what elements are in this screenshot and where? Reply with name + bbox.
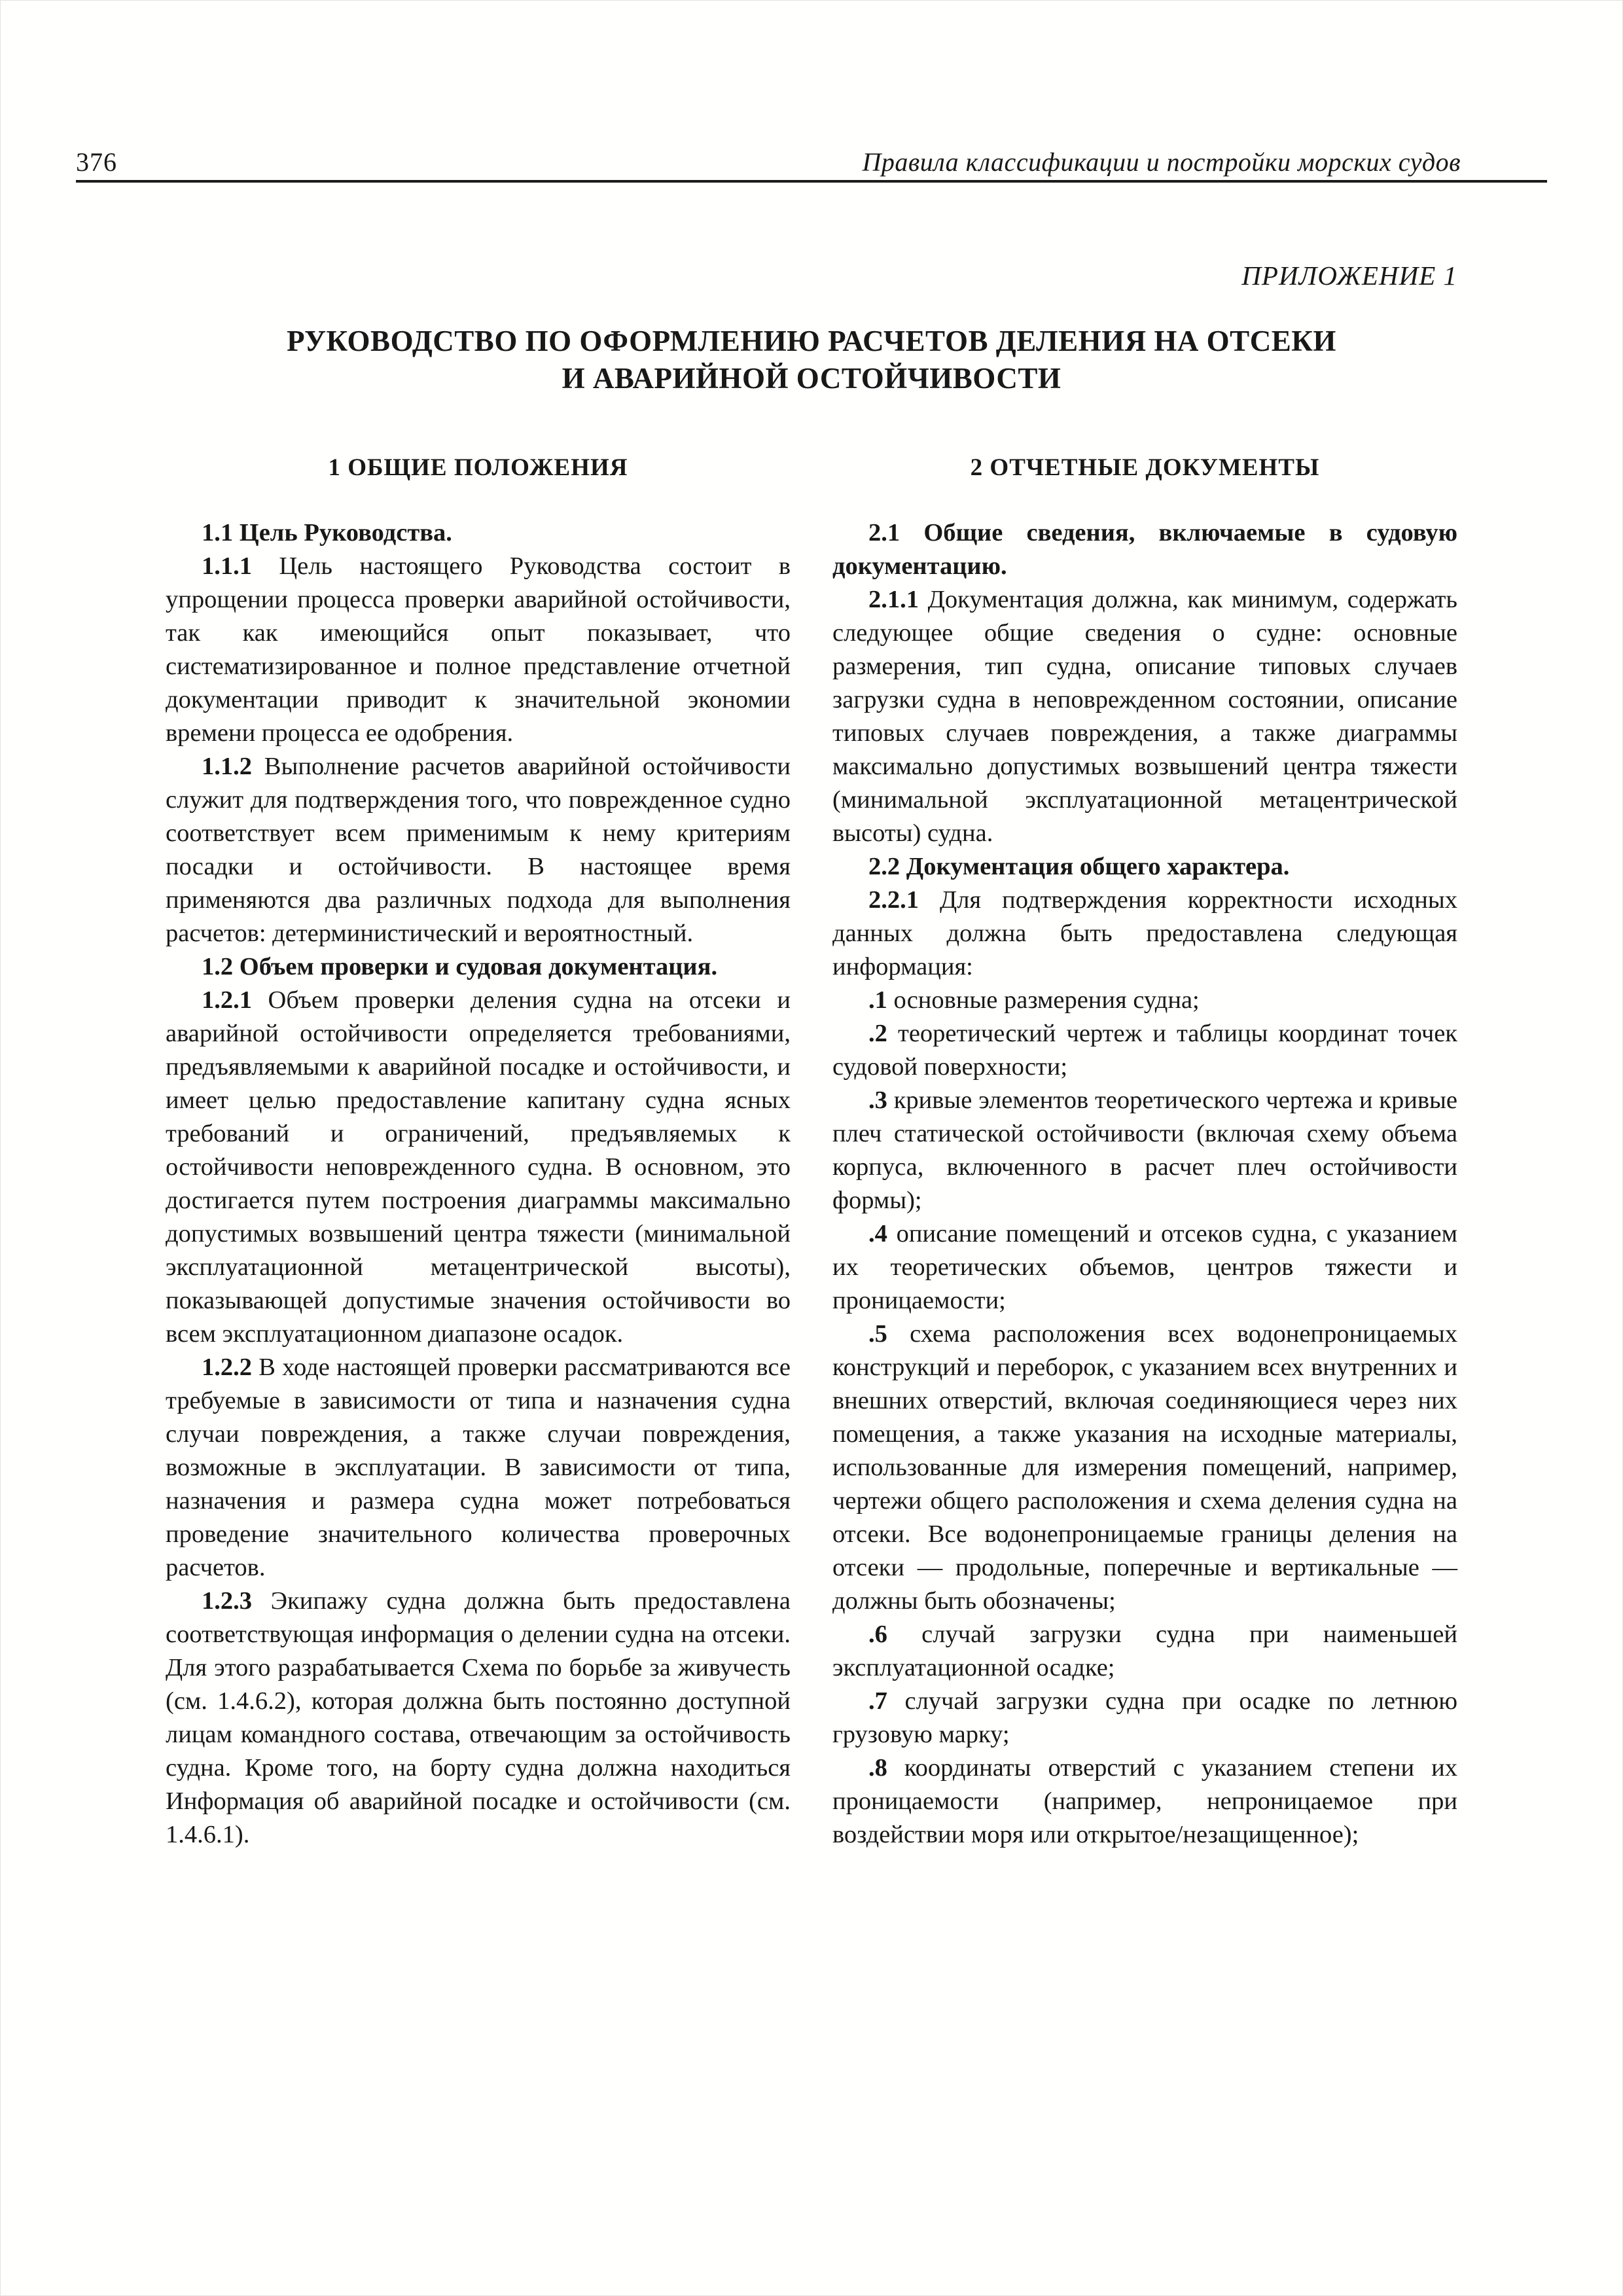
paragraph-number: 1.1.2 [202,753,252,780]
document-title [166,323,1457,397]
paragraph: .8 координаты отверстий с указанием степени их проницаемости (например, непроницаемое при воздействии моря или открытое/незащищенное); [832,1754,1457,1848]
document-title-line2: И АВАРИЙНОЙ ОСТОЙЧИВОСТИ [562,362,1061,395]
paragraph-number: 1.2 [202,953,234,980]
subsection-heading: 2.2 Документация общего характера. [868,853,1290,880]
paragraph: 1.2.1 Объем проверки деления судна на отсеки и аварийной остойчивости определяется требованиями, предъявляемыми к аварийной посадке и остойчивости, и имеет целью предоставление капитану судна ясных требований и ограничений, предъявляемых к остойчивости неповрежденного судна. В основном, это достигается путем построения диаграммы максимально допустимых возвышений центра тяжести (минимальной эксплуатационной метацентрической высоты), показывающей допустимые значения остойчивости во всем эксплуатационном диапазоне осадок. [166,986,791,1348]
paragraph-number: 2.2.1 [868,886,919,914]
paragraph-number: .2 [868,1020,887,1047]
running-title: Правила классификации и постройки морских судов [862,147,1461,177]
paragraph: 1.2.2 В ходе настоящей проверки рассматриваются все требуемые в зависимости от типа и назначения судна случаи повреждения, а также случаи повреждения, возможные в эксплуатации. В зависимости от типа, назначения и размера судна может потребоваться проведение значительного количества проверочных расчетов. [166,1354,791,1581]
paragraph-number: 1.2.2 [202,1354,252,1381]
paragraph: .3 кривые элементов теоретического чертежа и кривые плеч статической остойчивости (включая схему объема корпуса, включенного в расчет плеч остойчивости формы); [832,1086,1457,1214]
paragraph: 2.1.1 Документация должна, как минимум, содержать следующее общие сведения о судне: основные размерения, тип судна, описание типовых случаев загрузки судна в неповрежденном состоянии, описание типовых случаев повреждения, а также диаграммы максимально допустимых возвышений центра тяжести (минимальной эксплуатационной метацентрической высоты) судна. [832,586,1457,847]
section-heading-general-provisions: 1 ОБЩИЕ ПОЛОЖЕНИЯ [328,454,628,481]
paragraph: 1.2.3 Экипажу судна должна быть предоставлена соответствующая информация о делении судна на отсеки. Для этого разрабатывается Схема по борьбе за живучесть (см. 1.4.6.2), которая должна быть постоянно доступной лицам командного состава, отвечающим за остойчивость судна. Кроме того, на борту судна должна находиться Информация об аварийной посадке и остойчивости (см. 1.4.6.1). [166,1587,791,1848]
paragraph: .6 случай загрузки судна при наименьшей эксплуатационной осадке; [832,1621,1457,1681]
subsection-heading: 1.1 Цель Руководства. [202,519,452,547]
paragraph-number: .7 [868,1687,887,1715]
paragraph-number: .8 [868,1754,887,1782]
paragraph: 1.1.1 Цель настоящего Руководства состоит в упрощении процесса проверки аварийной остойчивости, так как имеющийся опыт показывает, что систематизированное и полное представление отчетной документации приводит к значительной экономии времени процесса ее одобрения. [166,552,791,747]
paragraph-number: .1 [868,986,887,1014]
paragraph: .1 основные размерения судна; [868,986,1200,1014]
paragraph-number: 2.1 [868,519,901,547]
page-header [76,147,1547,183]
paragraph: .4 описание помещений и отсеков судна, с указанием их теоретических объемов, центров тяжести и проницаемости; [832,1220,1457,1314]
paragraph: .5 схема расположения всех водонепроницаемых конструкций и переборок, с указанием всех внутренних и внешних отверстий, включая соединяющиеся через них помещения, а также указания на исходные материалы, использованные для измерения помещений, например, чертежи общего расположения и схема деления судна на отсеки. Все водонепроницаемые границы деления на отсеки — продольные, поперечные и вертикальные — должны быть обозначены; [832,1320,1457,1615]
section-heading-reporting-documents: 2 ОТЧЕТНЫЕ ДОКУМЕНТЫ [970,454,1320,481]
paragraph: 2.2.1 Для подтверждения корректности исходных данных должна быть предоставлена следующая информация: [832,886,1457,980]
paragraph-number: .3 [868,1086,887,1114]
right-column-body [832,516,1457,1852]
paragraph: .7 случай загрузки судна при осадке по летнюю грузовую марку; [832,1687,1457,1748]
paragraph-number: 1.1 [202,519,234,547]
paragraph-number: 1.2.3 [202,1587,252,1615]
right-column [832,454,1457,1852]
page-number: 376 [76,147,117,177]
subsection-heading: 2.1 Общие сведения, включаемые в судовую документацию. [832,519,1457,580]
paragraph-number: .6 [868,1621,887,1648]
left-column [166,454,791,1852]
left-column-body [166,516,791,1852]
paragraph-number: 2.1.1 [868,586,919,613]
paragraph-number: 1.1.1 [202,552,252,580]
paragraph-number: .5 [868,1320,887,1348]
document-title-line1: РУКОВОДСТВО ПО ОФОРМЛЕНИЮ РАСЧЕТОВ ДЕЛЕНИЯ НА ОТСЕКИ [287,325,1336,357]
appendix-label: ПРИЛОЖЕНИЕ 1 [1241,260,1457,291]
subsection-heading: 1.2 Объем проверки и судовая документация. [202,953,718,980]
paragraph-number: .4 [868,1220,887,1247]
paragraph-number: 1.2.1 [202,986,252,1014]
paragraph-number: 2.2 [868,853,901,880]
paragraph: .2 теоретический чертеж и таблицы координат точек судовой поверхности; [832,1020,1457,1081]
two-column-layout [166,454,1457,1852]
paragraph: 1.1.2 Выполнение расчетов аварийной остойчивости служит для подтверждения того, что поврежденное судно соответствует всем применимым к нему критериям посадки и остойчивости. В настоящее время применяются два различных подхода для выполнения расчетов: детерминистический и вероятностный. [166,753,791,947]
page-content [166,260,1457,1852]
